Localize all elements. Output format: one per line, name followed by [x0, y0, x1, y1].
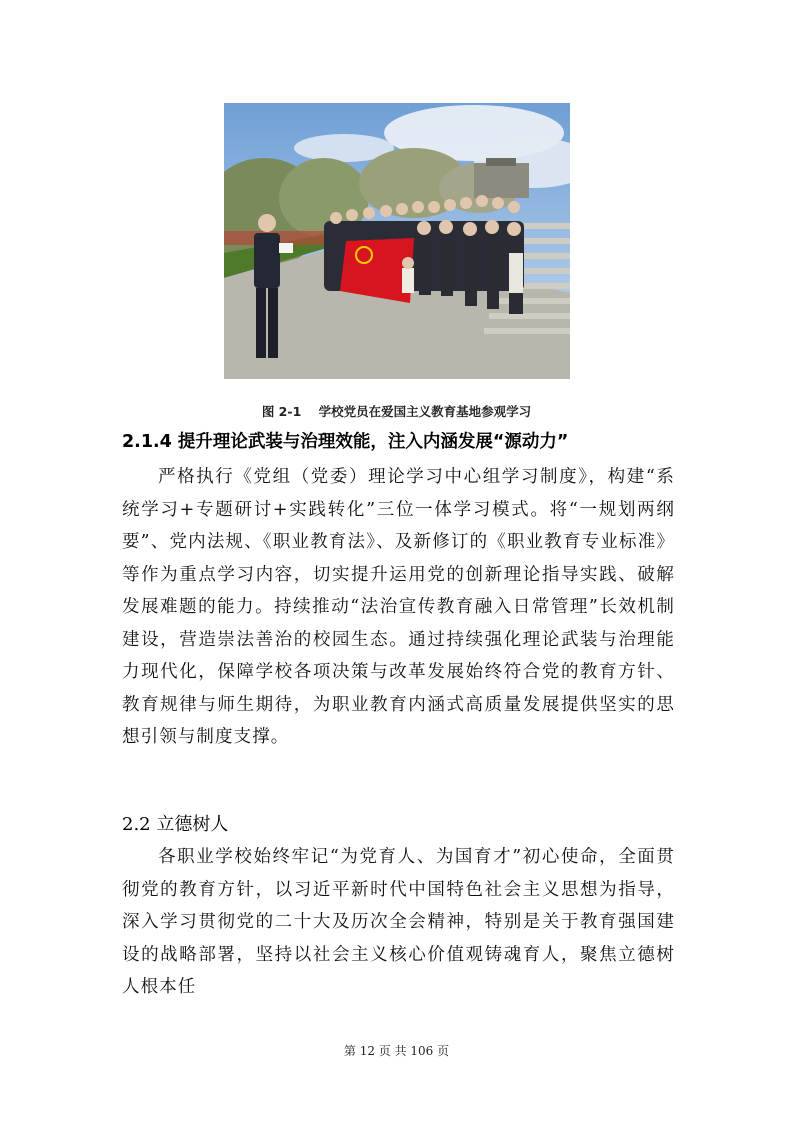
figure-caption: 图 2-1 学校党员在爱国主义教育基地参观学习 [261, 404, 532, 419]
group-photo [224, 103, 570, 379]
paragraph-1: 严格执行《党组（党委）理论学习中心组学习制度》，构建“系统学习+专题研讨+实践转化”三位一体学习模式。将“一规划两纲要”、党内法规、《职业教育法》、及新修订的《职业教育专业标准》等作为重点学习内容，切实提升运用党的创新理论指导实践、破解发展难题的能力。持续推动“法治宣传教育融入日常管理”长效机制建设，营造崇法善治的校园生态。通过持续强化理论武装与治理能力现代化，保障学校各项决策与改革发展始终符合党的教育方针、教育规律与师生期待，为职业教育内涵式高质量发展提供坚实的思想引领与制度支撑。 [122, 467, 676, 747]
photo-illustration [224, 103, 570, 379]
paragraph-2: 各职业学校始终牢记“为党育人、为国育才”初心使命，全面贯彻党的教育方针，以习近平新时代中国特色社会主义思想为指导，深入学习贯彻党的二十大及历次全会精神，特别是关于教育强国建设的战略部署，坚持以社会主义核心价值观铸魂育人，聚焦立德树人根本任 [122, 847, 675, 997]
section-heading-2-2: 2.2 立德树人 [122, 814, 229, 835]
section-heading-2-1-4: 2.1.4 提升理论武装与治理效能，注入内涵发展“源动力” [122, 432, 569, 452]
page-footer: 第 12 页 共 106 页 [343, 1044, 450, 1058]
